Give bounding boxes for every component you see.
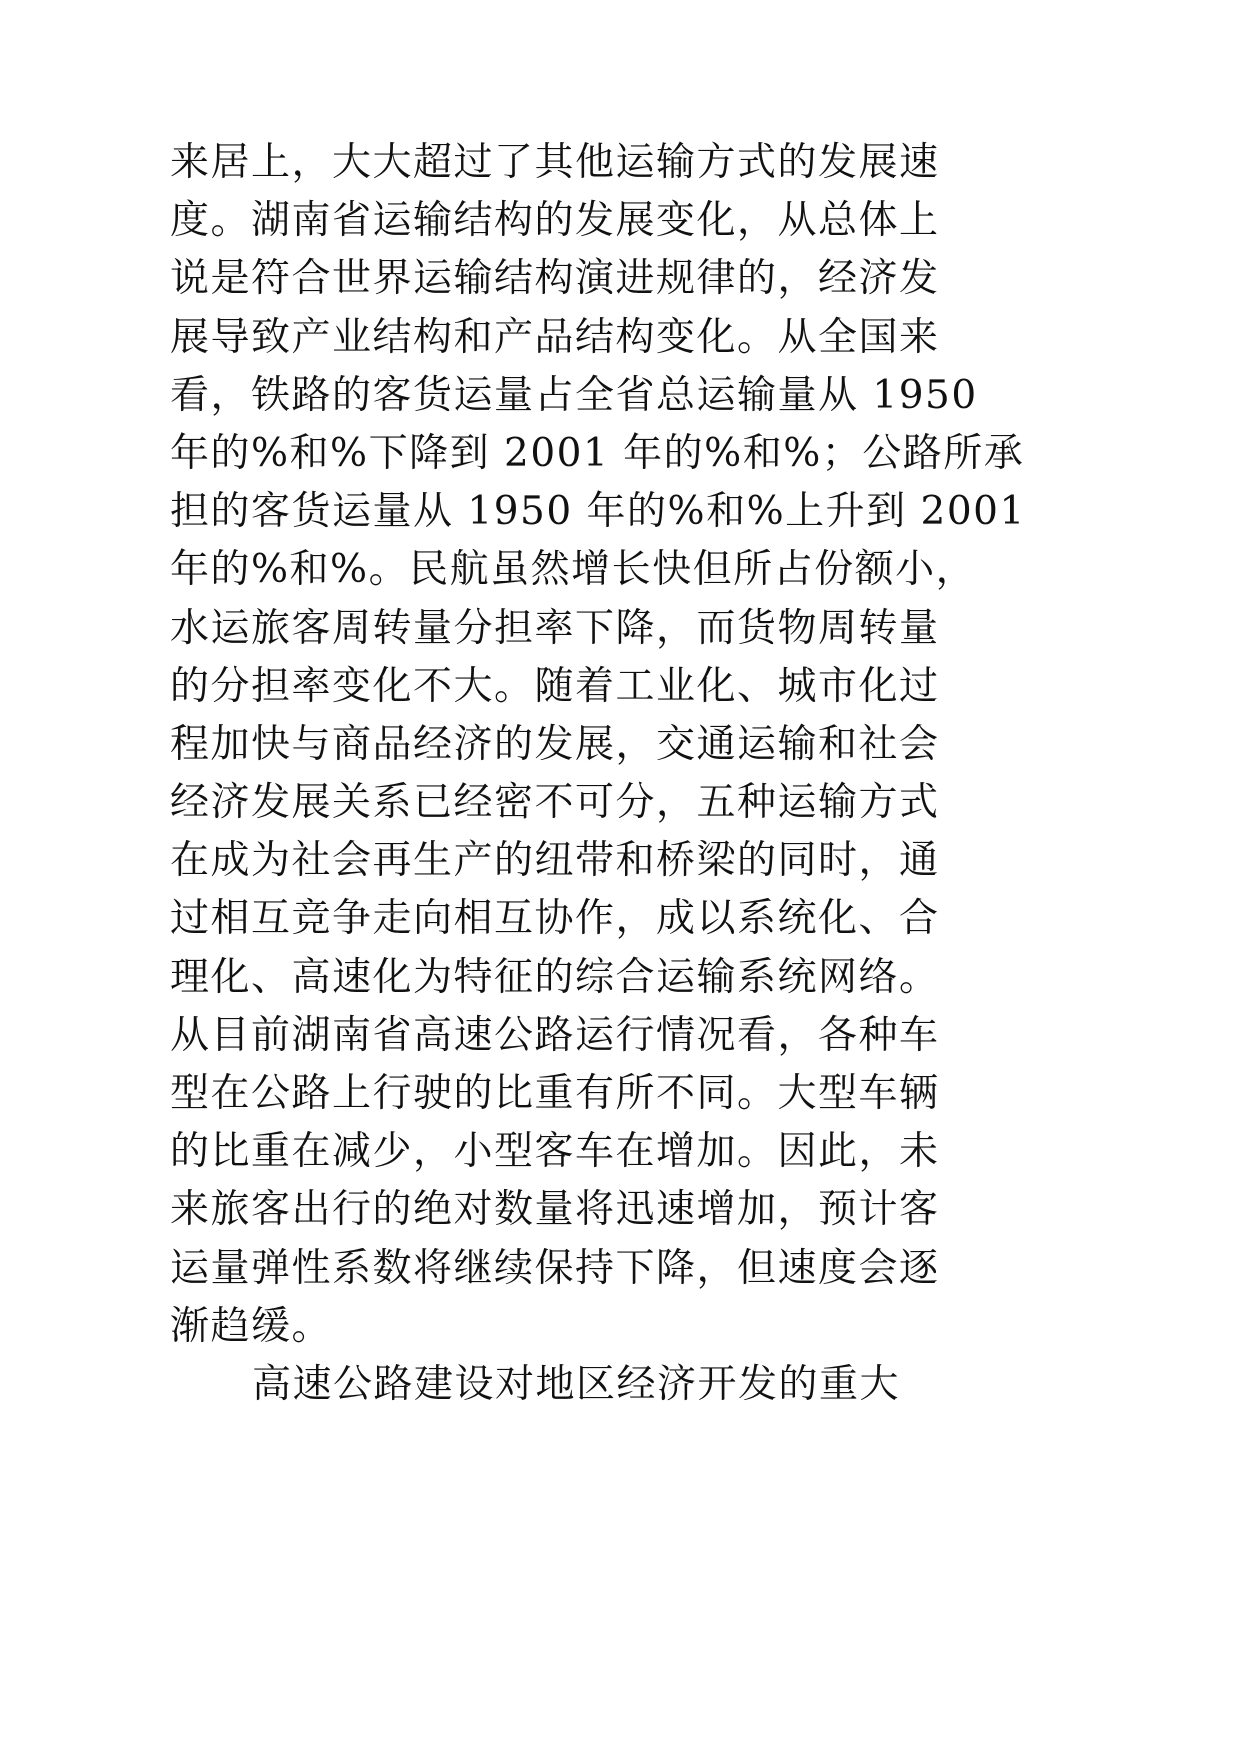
text-line: 说是符合世界运输结构演进规律的，经济发	[170, 256, 940, 302]
text-line: 程加快与商品经济的发展，交通运输和社会	[170, 721, 940, 767]
text-line: 的分担率变化不大。随着工业化、城市化过	[170, 663, 940, 709]
text-line: 从目前湖南省高速公路运行情况看，各种车	[170, 1012, 940, 1058]
text-line: 过相互竞争走向相互协作，成以系统化、合	[170, 896, 940, 942]
paragraph	[170, 134, 1070, 1356]
text-line: 渐趋缓。	[170, 1303, 333, 1349]
text-line: 来居上，大大超过了其他运输方式的发展速	[170, 140, 940, 185]
text-line: 年的%和%下降到 2001 年的%和%；公路所承	[170, 430, 1025, 476]
text-line: 运量弹性系数将继续保持下降，但速度会逐	[170, 1245, 940, 1291]
text-line: 高速公路建设对地区经济开发的重大	[252, 1361, 901, 1407]
text-line: 经济发展关系已经密不可分，五种运输方式	[170, 780, 940, 826]
paragraph	[170, 1356, 1070, 1414]
text-line: 理化、高速化为特征的综合运输系统网络。	[170, 954, 940, 1000]
body-text	[170, 134, 1070, 1414]
text-line: 度。湖南省运输结构的发展变化，从总体上	[170, 198, 940, 244]
text-line: 看，铁路的客货运量占全省总运输量从 1950	[170, 372, 978, 418]
text-line: 来旅客出行的绝对数量将迅速增加，预计客	[170, 1187, 940, 1233]
text-line: 的比重在减少，小型客车在增加。因此，未	[170, 1129, 940, 1175]
text-line: 水运旅客周转量分担率下降，而货物周转量	[170, 605, 940, 651]
text-line: 担的客货运量从 1950 年的%和%上升到 2001	[170, 489, 1026, 535]
text-line: 型在公路上行驶的比重有所不同。大型车辆	[170, 1071, 940, 1116]
text-line: 年的%和%。民航虽然增长快但所占份额小，	[170, 547, 977, 593]
text-line: 在成为社会再生产的纽带和桥梁的同时，通	[170, 838, 940, 884]
text-line: 展导致产业结构和产品结构变化。从全国来	[170, 314, 940, 360]
